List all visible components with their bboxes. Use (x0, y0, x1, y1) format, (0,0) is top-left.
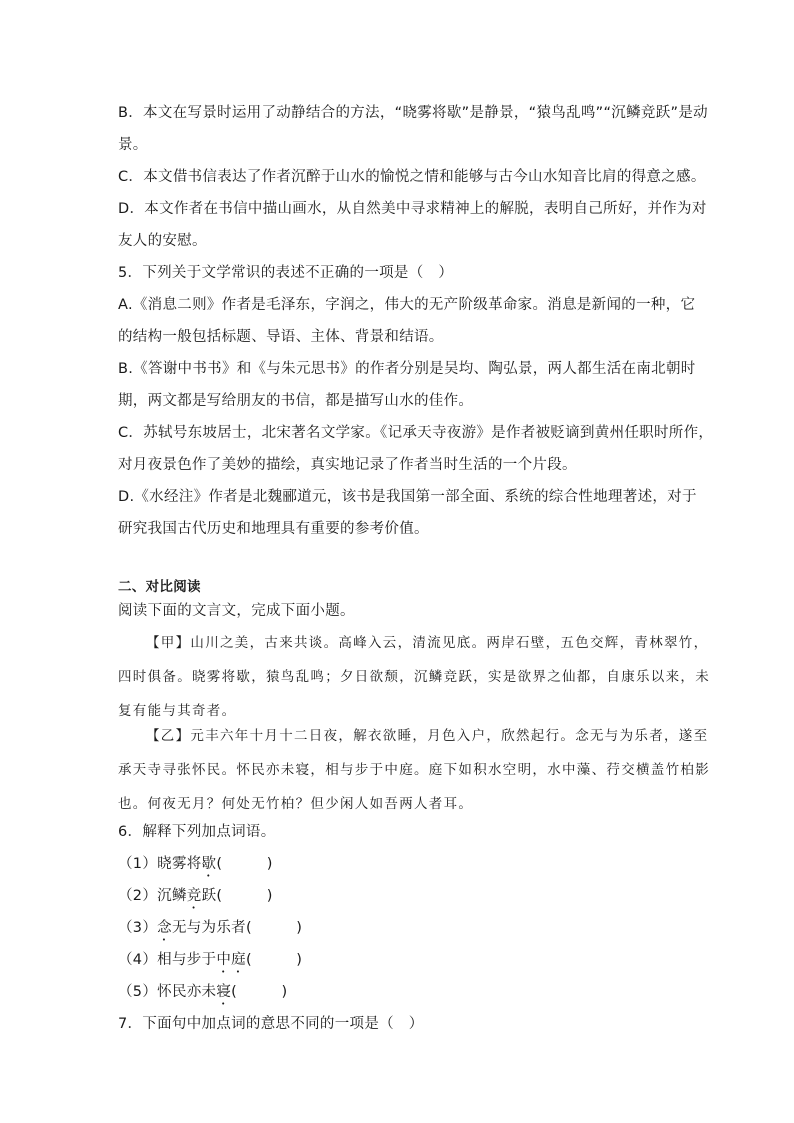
answer-blank[interactable]: ( ) (245, 952, 303, 968)
section-2-instruction: 阅读下面的文言文，完成下面小题。 (118, 603, 355, 619)
question-6 (118, 822, 684, 1046)
section-2-title: 二、对比阅读 (118, 579, 201, 595)
question-6-stem: 6．解释下列加点词语。 (118, 824, 276, 840)
passage-jia-line-3: 复有能与其奇者。 (118, 703, 237, 719)
options-prev-question (118, 103, 708, 263)
passage-jia-line-2: 四时俱备。晓雾将歇，猿鸟乱鸣；夕日欲颓，沉鳞竞跃，实是欲界之仙都，自康乐以来，未 (118, 669, 710, 685)
q5-option-a-line-1: A.《消息二则》作者是毛泽东，字润之，伟大的无产阶级革命家。消息是新闻的一种，它 (118, 297, 696, 313)
question-5-stem: 5．下列关于文学常识的表述不正确的一项是（ ） (118, 265, 454, 281)
option-d-line-2: 友人的安慰。 (118, 233, 207, 249)
q5-option-d-line-2: 研究我国古代历史和地理具有重要的参考价值。 (118, 521, 429, 537)
q6-item-1: （1）晓雾将歇( ) (118, 856, 273, 872)
answer-blank[interactable]: ( ) (231, 984, 288, 1000)
passage-yi-line-1: 【乙】元丰六年十月十二日夜，解衣欲睡，月色入户，欣然起行。念无与为乐者，遂至 (146, 728, 709, 744)
option-b-line-2: 景。 (118, 137, 148, 153)
q6-item-5: （5）怀民亦未寝( ) (118, 984, 288, 1000)
answer-blank[interactable]: ( ) (216, 888, 273, 904)
option-d-line-1: D．本文作者在书信中描山画水，从自然美中寻求精神上的解脱，表明自己所好，并作为对 (118, 201, 707, 217)
q6-item-3: （3）念无与为乐者( ) (118, 920, 303, 936)
question-7-stem: 7．下面句中加点词的意思不同的一项是（ ） (118, 1016, 424, 1032)
option-b-line-1: B．本文在写景时运用了动静结合的方法，“晓雾将歇”是静景，“猿鸟乱鸣”“沉鳞竞跃”是动 (118, 105, 708, 121)
passage-yi-line-2: 承天寺寻张怀民。怀民亦未寝，相与步于中庭。庭下如积水空明，水中藻、荇交横盖竹柏影 (118, 762, 710, 778)
q5-option-b-line-1: B.《答谢中书书》和《与朱元思书》的作者分别是吴均、陶弘景，两人都生活在南北朝时 (118, 361, 696, 377)
q5-option-a-line-2: 的结构一般包括标题、导语、主体、背景和结语。 (118, 329, 444, 345)
q5-option-c-line-2: 对月夜景色作了美妙的描绘，真实地记录了作者当时生活的一个片段。 (118, 457, 577, 473)
q5-option-b-line-2: 期，两文都是写给朋友的书信，都是描写山水的佳作。 (118, 393, 474, 409)
option-c-line: C．本文借书信表达了作者沉醉于山水的愉悦之情和能够与古今山水知音比肩的得意之感。 (118, 169, 706, 185)
q5-option-c-line-1: C．苏轼号东坡居士，北宋著名文学家。《记承天寺夜游》是作者被贬谪到黄州任职时所作， (118, 425, 714, 441)
section-2 (118, 577, 684, 633)
passage-jia-line-1: 【甲】山川之美，古来共谈。高峰入云，清流见底。两岸石壁，五色交辉，青林翠竹， (146, 635, 709, 651)
q6-item-2: （2）沉鳞竞跃( ) (118, 888, 273, 904)
q5-option-d-line-1: D.《水经注》作者是北魏郦道元，该书是我国第一部全面、系统的综合性地理著述，对于 (118, 489, 697, 505)
passage-yi (118, 726, 710, 828)
answer-blank[interactable]: ( ) (245, 920, 303, 936)
q6-item-4: （4）相与步于中庭( ) (118, 952, 303, 968)
answer-blank[interactable]: ( ) (216, 856, 273, 872)
question-5 (118, 263, 714, 551)
passage-jia (118, 633, 710, 735)
passage-yi-line-3: 也。何夜无月？何处无竹柏？但少闲人如吾两人者耳。 (118, 796, 474, 812)
